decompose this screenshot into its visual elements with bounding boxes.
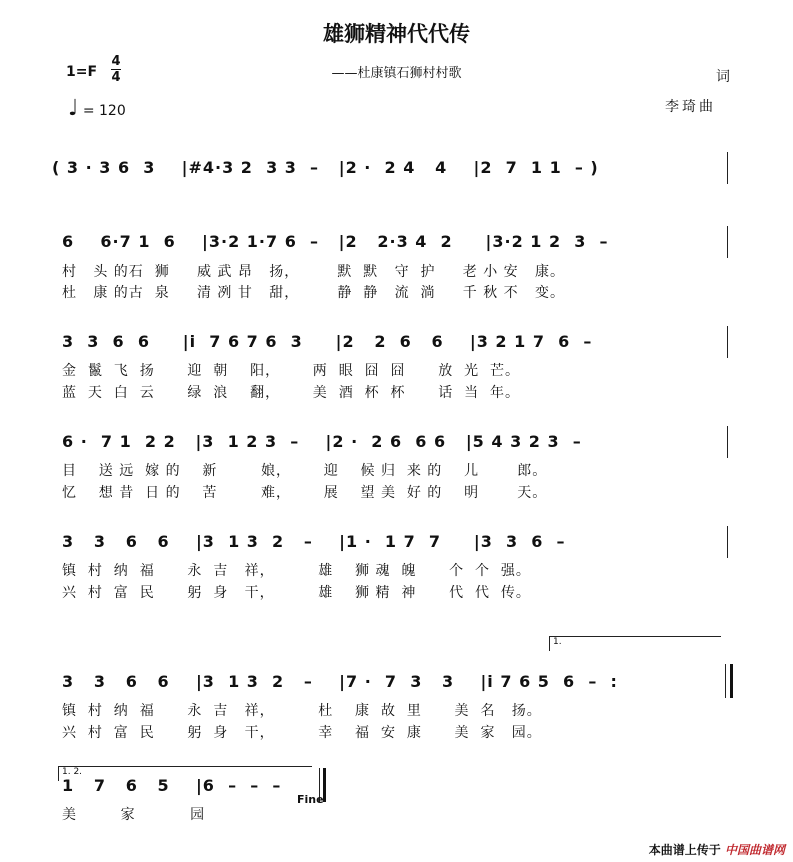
line-1-lyric-1: 村 头 的石 狮 威 武 昂 扬， 默 默 守 护 老 小 安 康。 (62, 264, 566, 280)
quarter-note-icon: ♩ (68, 96, 79, 121)
time-signature (111, 54, 121, 85)
bar-line (725, 664, 726, 698)
bar-line (727, 152, 728, 184)
footer-text: 本曲谱上传于 (648, 843, 721, 857)
bar-line (727, 426, 728, 458)
time-signature-bottom: 4 (111, 70, 121, 85)
intro-row (0, 158, 793, 192)
line-1-notes: 6 6·7 1 6 |3·2 1·7 6 – |2 2·3 4 2 |3·2 1 2 3 – (62, 232, 609, 251)
line-3-lyric-2: 忆 想 昔 日 的 苦 难， 展 望 美 好 的 明 天。 (62, 485, 548, 501)
line-5-notes: 3 3 6 6 |3 1 3 2 – |7 · 7 3 3 |i 7 6 5 6 – : (62, 672, 618, 691)
line-6-lyric-1: 美 家 园 (62, 807, 206, 823)
footer-credit (649, 841, 785, 858)
intro-notes: ( 3 · 3 6 3 |#4·3 2 3 3 – |2 · 2 4 4 |2 7 1 1 – ) (52, 158, 599, 177)
line-2-lyric-2: 蓝 天 白 云 绿 浪 翻， 美 酒 杯 杯 话 当 年。 (62, 385, 521, 401)
volta-bracket-1: 1. (549, 636, 721, 651)
line-3-lyric-1: 目 送 远 嫁 的 新 娘， 迎 候 归 来 的 儿 郎。 (62, 463, 548, 479)
line-4-lyric-1: 镇 村 纳 福 永 吉 祥， 雄 狮 魂 魄 个 个 强。 (62, 563, 531, 579)
bar-line (727, 526, 728, 558)
time-signature-top: 4 (111, 54, 121, 69)
volta-bracket-2: 1. 2. (58, 766, 312, 781)
repeat-end-bar (730, 664, 733, 698)
line-4-notes: 3 3 6 6 |3 1 3 2 – |1 · 1 7 7 |3 3 6 – (62, 532, 566, 551)
lyricist-credit: 词 (716, 69, 730, 85)
line-4-lyric-2: 兴 村 富 民 躬 身 干， 雄 狮 精 神 代 代 传。 (62, 585, 531, 601)
line-5-lyric-1: 镇 村 纳 福 永 吉 祥， 杜 康 故 里 美 名 扬。 (62, 703, 542, 719)
line-2-lyric-1: 金 鬣 飞 扬 迎 朝 阳， 两 眼 囧 囧 放 光 芒。 (62, 363, 521, 379)
bar-line (727, 326, 728, 358)
bar-line (727, 226, 728, 258)
tempo-marking (68, 96, 126, 121)
line-1-lyric-2: 杜 康 的古 泉 清 冽 甘 甜， 静 静 流 淌 千 秋 不 变。 (62, 285, 566, 301)
composer-credit: 李琦曲 (665, 99, 716, 115)
tempo-value: = 120 (82, 103, 126, 119)
fine-marking: Fine (297, 793, 324, 806)
song-title: 雄狮精神代代传 (323, 22, 470, 46)
line-5-lyric-2: 兴 村 富 民 躬 身 干， 幸 福 安 康 美 家 园。 (62, 725, 542, 741)
line-3-notes: 6 · 7 1 2 2 |3 1 2 3 – |2 · 2 6 6 6 |5 4 3 2 3 – (62, 432, 582, 451)
key-signature: 1=F (66, 64, 98, 80)
line-6-notes: 1 7 6 5 |6 – – – (62, 776, 282, 795)
song-subtitle: ——杜康镇石狮村村歌 (331, 66, 462, 81)
site-logo: 中国曲谱网 (724, 843, 785, 857)
line-2-notes: 3 3 6 6 |i 7 6 7 6 3 |2 2 6 6 |3 2 1 7 6 – (62, 332, 593, 351)
